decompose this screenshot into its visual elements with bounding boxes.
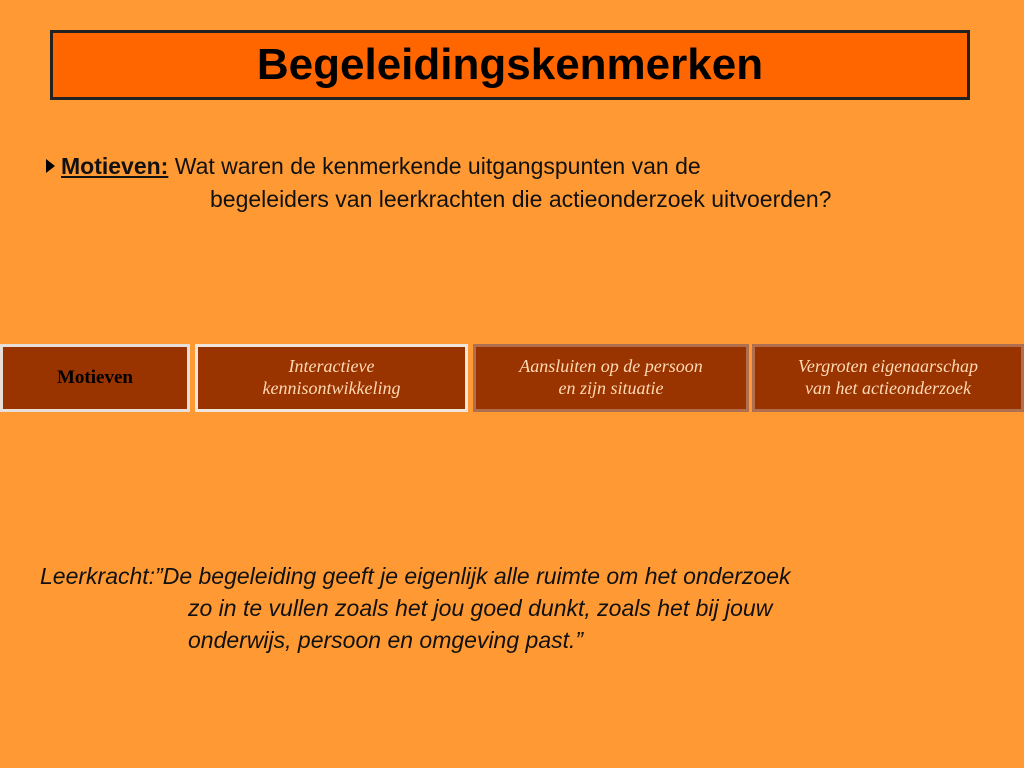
tab-label-line2: van het actieonderzoek xyxy=(805,378,971,398)
tab-label-line2: en zijn situatie xyxy=(558,378,664,398)
tab-aansluiten-op-de-persoon[interactable] xyxy=(473,344,749,412)
tab-label-line1: Interactieve xyxy=(288,356,375,377)
tab-label-line1: Aansluiten op de persoon xyxy=(519,356,703,377)
quote-line-1: Leerkracht:”De begeleiding geeft je eigenlijk alle ruimte om het onderzoek xyxy=(40,563,791,589)
teacher-quote xyxy=(40,560,1010,657)
tab-label-line1: Motieven xyxy=(57,366,133,388)
quote-line-2: zo in te vullen zoals het jou goed dunkt, zoals het bij jouw xyxy=(188,595,773,622)
motieven-label: Motieven: xyxy=(61,153,169,179)
quote-line-3: onderwijs, persoon en omgeving past.” xyxy=(188,627,584,654)
tab-motieven[interactable] xyxy=(0,344,190,412)
tab-vergroten-eigenaarschap[interactable] xyxy=(752,344,1024,412)
tab-interactieve-kennisontwikkeling[interactable] xyxy=(195,344,468,412)
question-line-1: Wat waren de kenmerkende uitgangspunten van de xyxy=(174,153,701,179)
question-block xyxy=(46,150,1006,217)
tab-label-line2: kennisontwikkeling xyxy=(262,378,401,398)
tab-label-line1: Vergroten eigenaarschap xyxy=(797,356,979,377)
bullet-arrow-icon xyxy=(46,159,55,173)
title-box xyxy=(50,30,970,100)
slide-title: Begeleidingskenmerken xyxy=(256,40,764,89)
tab-bar xyxy=(0,344,1024,412)
question-line-2: begeleiders van leerkrachten die actieonderzoek uitvoerden? xyxy=(210,186,832,213)
